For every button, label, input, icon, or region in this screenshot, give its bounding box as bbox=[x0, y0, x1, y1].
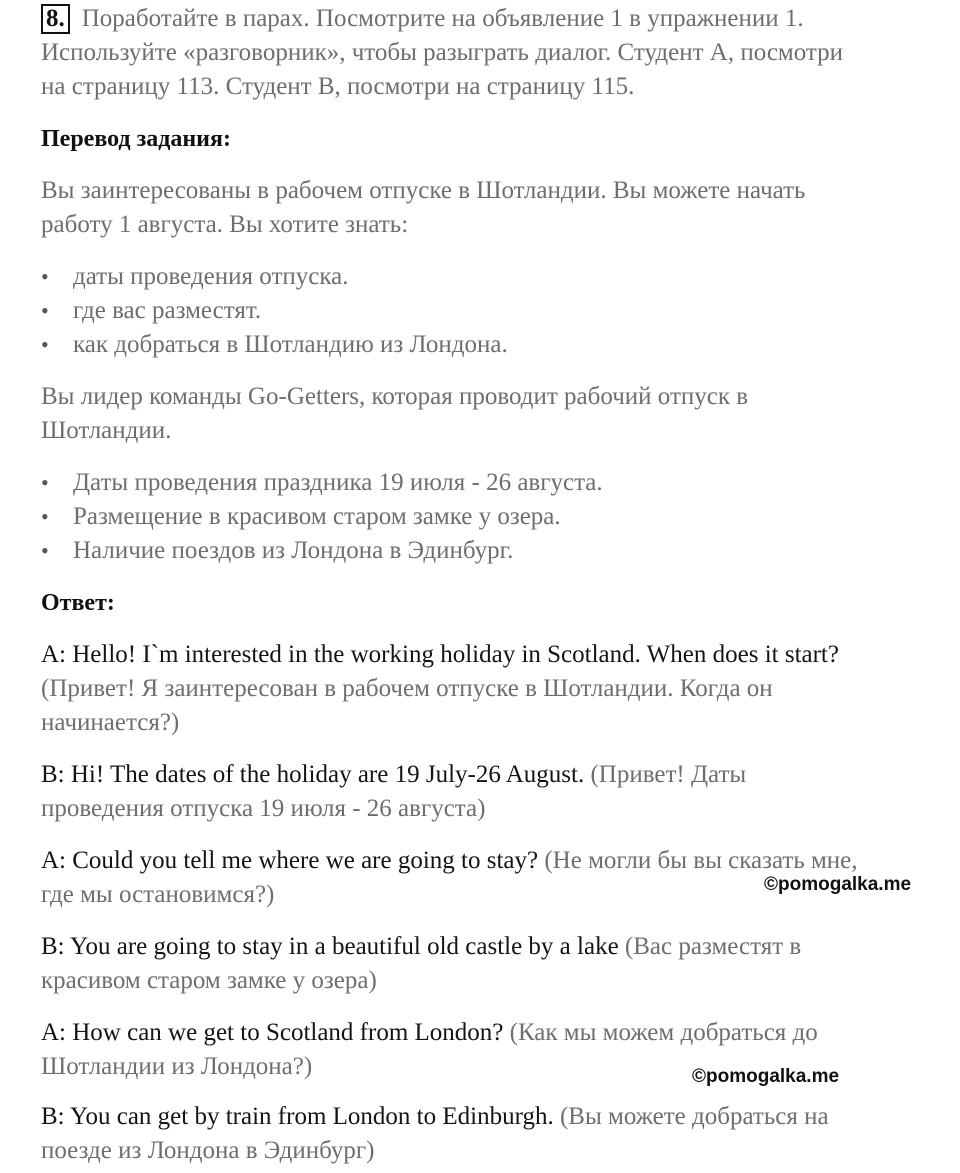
task-number: 8. bbox=[41, 4, 70, 34]
task-line-1: 8. Поработайте в парах. Посмотрите на объявление 1 в упражнении 1. bbox=[41, 4, 804, 34]
dialogue-5-en: A: How can we get to Scotland from London? bbox=[41, 1019, 504, 1046]
task-line-2: Используйте «разговорник», чтобы разыграть диалог. Студент А, посмотри bbox=[41, 39, 844, 66]
bullet-item: Наличие поездов из Лондона в Эдинбург. bbox=[73, 537, 514, 564]
bullet-item: где вас разместят. bbox=[73, 297, 262, 324]
dialogue-6-ru-2: поезде из Лондона в Эдинбург) bbox=[41, 1137, 375, 1164]
translation-intro-1: Вы заинтересованы в рабочем отпуске в Шотландии. Вы можете начать bbox=[41, 177, 806, 204]
dialogue-2-en: B: Hi! The dates of the holiday are 19 July-26 August. bbox=[41, 761, 585, 788]
bullet-item: Размещение в красивом старом замке у озера. bbox=[73, 503, 561, 530]
dialogue-2-ru-2: проведения отпуска 19 июля - 26 августа) bbox=[41, 795, 486, 822]
dialogue-6-line-1 bbox=[41, 1102, 829, 1132]
bullet-item: даты проведения отпуска. bbox=[73, 263, 349, 290]
dialogue-4-ru: (Вас разместят в bbox=[618, 933, 802, 960]
bullet-dot: • bbox=[41, 538, 49, 563]
dialogue-5-line-1 bbox=[41, 1018, 818, 1048]
translation-heading: Перевод задания: bbox=[41, 126, 231, 152]
translation-intro-2: работу 1 августа. Вы хотите знать: bbox=[41, 211, 409, 238]
dialogue-6-ru: (Вы можете добраться на bbox=[553, 1103, 829, 1130]
bullet-dot: • bbox=[41, 264, 49, 289]
dialogue-3-ru-2: где мы остановимся?) bbox=[41, 881, 275, 908]
leader-line-1: Вы лидер команды Go-Getters, которая проводит рабочий отпуск в bbox=[41, 383, 749, 410]
dialogue-2-line-1 bbox=[41, 760, 746, 790]
dialogue-1-ru-1: (Привет! Я заинтересован в рабочем отпуске в Шотландии. Когда он bbox=[41, 675, 773, 702]
dialogue-5-ru-2: Шотландии из Лондона?) bbox=[41, 1053, 313, 1080]
dialogue-3-en: A: Could you tell me where we are going to stay? bbox=[41, 847, 539, 874]
bullet-dot: • bbox=[41, 332, 49, 357]
dialogue-4-ru-2: красивом старом замке у озера) bbox=[41, 967, 377, 994]
dialogue-4-line-1 bbox=[41, 932, 801, 962]
dialogue-2-ru: (Привет! Даты bbox=[584, 761, 747, 788]
bullet-dot: • bbox=[41, 504, 49, 529]
dialogue-3-line-1 bbox=[41, 846, 858, 876]
watermark: ©pomogalka.me bbox=[692, 1066, 840, 1087]
answer-heading: Ответ: bbox=[41, 590, 115, 616]
dialogue-6-en: B: You can get by train from London to Edinburgh. bbox=[41, 1103, 554, 1130]
dialogue-4-en: B: You are going to stay in a beautiful old castle by a lake bbox=[41, 933, 619, 960]
bullet-dot: • bbox=[41, 470, 49, 495]
task-line-3: на страницу 113. Студент В, посмотри на страницу 115. bbox=[41, 73, 635, 100]
dialogue-3-ru: (Не могли бы вы сказать мне, bbox=[538, 847, 858, 874]
dialogue-1-en: A: Hello! I`m interested in the working holiday in Scotland. When does it start? bbox=[41, 641, 839, 668]
dialogue-1-ru-2: начинается?) bbox=[41, 709, 180, 736]
leader-line-2: Шотландии. bbox=[41, 417, 172, 444]
watermark: ©pomogalka.me bbox=[764, 874, 912, 895]
bullet-dot: • bbox=[41, 298, 49, 323]
bullet-item: как добраться в Шотландию из Лондона. bbox=[73, 331, 508, 358]
bullet-item: Даты проведения праздника 19 июля - 26 августа. bbox=[73, 469, 603, 496]
dialogue-5-ru: (Как мы можем добраться до bbox=[503, 1019, 818, 1046]
